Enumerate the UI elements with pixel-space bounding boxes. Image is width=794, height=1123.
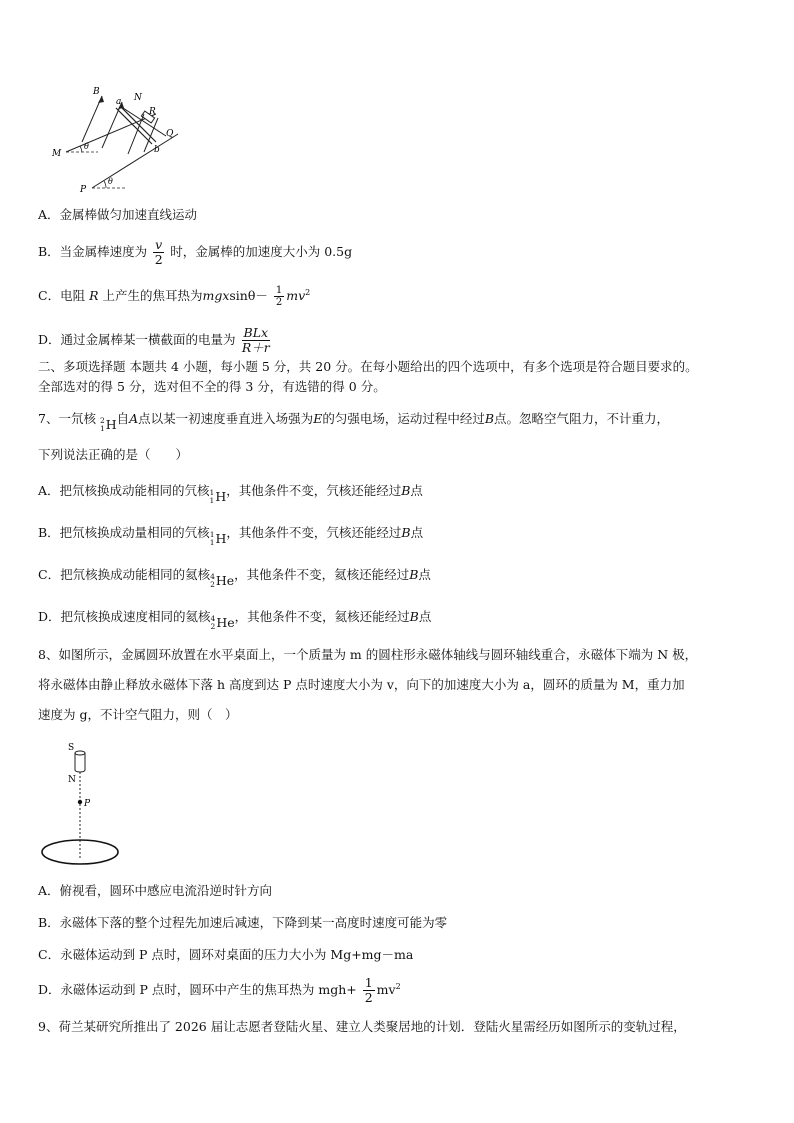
q8-d-den: 2 [364, 990, 373, 1005]
q6-b-fraction [153, 238, 164, 267]
q6-c-fraction [274, 285, 284, 308]
q8-stem-line3: 速度为 g，不计空气阻力，则（ ） [38, 707, 238, 722]
q6-option-a: A．金属棒做匀加速直线运动 [38, 207, 198, 222]
q6-c-expr: mgx [202, 288, 230, 304]
q7-deuteron-mass: 2 [99, 416, 105, 425]
q7-c-charge: 2 [210, 579, 215, 589]
q7-d-pre: D．把氘核换成速度相同的氦核 [38, 609, 211, 624]
q7-l1-pre: 7、一氘核 [38, 411, 96, 426]
q6-b-pre: B．当金属棒速度为 [38, 244, 148, 259]
q7-c-point-b: B [409, 567, 419, 582]
q7-a-symbol: H [215, 488, 227, 504]
q6-b-post: 时，金属棒的加速度大小为 0.5g [170, 244, 353, 259]
q8-stem-line2: 将永磁体由静止释放永磁体下落 h 高度到达 P 点时速度大小为 v，向下的加速度大小为 a，圆环的质量为 M，重力加 [38, 677, 685, 692]
q7-d-point-b: B [409, 609, 419, 624]
q7-a-nucleus [210, 488, 227, 506]
q7-c-symbol: He [215, 572, 235, 588]
q7-deuteron [100, 416, 117, 434]
q7-option-b [38, 524, 423, 548]
q6-b-den: 2 [154, 252, 163, 267]
q7-a-pre: A．把氘核换成动能相同的氕核 [38, 483, 210, 498]
q7-d-mass: 4 [210, 614, 216, 623]
fig1-theta-1: θ [84, 142, 89, 151]
q9-stem-line1: 9、荷兰某研究所推出了 2026 届让志愿者登陆火星、建立人类聚居地的计划．登陆火星需经历如图所示的变轨过程， [38, 1019, 686, 1034]
q8-d-mv: mv [376, 982, 396, 997]
section2-line1: 二、多项选择题 本题共 4 小题，每小题 5 分，共 20 分。在每小题给出的四个选项中，有多个选项是符合题目要求的。 [38, 359, 698, 374]
q7-d-nucleus [211, 614, 235, 632]
q7-l1-b: 点以某一初速度垂直进入场强为 [138, 411, 314, 426]
q6-d-den: R＋r [241, 340, 270, 355]
fig1-label-P: P [80, 185, 87, 195]
fig2-label-s: S [68, 743, 75, 753]
q7-b-end: 点 [410, 525, 424, 540]
q8-d-num: 1 [364, 975, 373, 990]
q7-option-d [38, 608, 431, 632]
q7-b-symbol: H [215, 530, 227, 546]
q7-c-end: 点 [418, 567, 431, 582]
q7-a-mass: 1 [209, 488, 215, 497]
q7-c-mass: 4 [210, 572, 215, 581]
q7-d-charge: 2 [210, 621, 216, 631]
fig2-label-n: N [68, 775, 76, 785]
fig1-label-R: R [149, 107, 156, 117]
fig1-label-Q: Q [166, 129, 174, 139]
fig1-label-N: N [134, 93, 142, 103]
q6-c-mid: 上产生的焦耳热为 [102, 288, 203, 304]
q7-d-symbol: He [216, 614, 235, 630]
q7-option-a [38, 482, 423, 506]
q7-c-post: ，其他条件不变，氦核还能经过 [234, 567, 410, 582]
q6-option-c [38, 284, 310, 308]
q7-deuteron-symbol: H [105, 416, 117, 432]
q7-d-end: 点 [418, 609, 432, 624]
q6-c-sq: 2 [305, 288, 311, 297]
q7-c-pre: C．把氘核换成动能相同的氦核 [38, 567, 211, 582]
section2-line2: 全部选对的得 5 分，选对但不全的得 3 分，有选错的得 0 分。 [38, 379, 386, 394]
magnet-ring-figure [38, 738, 128, 868]
q7-a-post: ，其他条件不变，氕核还能经过 [226, 483, 402, 498]
q7-l1-point-b: B [484, 411, 495, 426]
q6-c-den: 2 [275, 297, 283, 309]
fig2-label-p: P [84, 799, 91, 809]
q6-c-mv: mv [286, 288, 306, 304]
q8-stem-line1: 8、如图所示，金属圆环放置在水平桌面上，一个质量为 m 的圆柱形永磁体轴线与圆环轴线重合，永磁体下端为 N 极， [38, 647, 698, 662]
q8-option-d [38, 976, 401, 1005]
q7-a-charge: 1 [209, 495, 215, 505]
q8-option-c: C．永磁体运动到 P 点时，圆环对桌面的压力大小为 Mg+mg－ma [38, 947, 414, 962]
q7-b-charge: 1 [209, 537, 215, 547]
q7-b-nucleus [210, 530, 227, 548]
q7-a-point-b: B [401, 483, 411, 498]
fig1-label-a: a [116, 97, 122, 107]
q7-deuteron-charge: 1 [99, 423, 105, 433]
q6-option-d [38, 326, 272, 355]
q6-option-b [38, 238, 352, 267]
q7-c-nucleus [210, 572, 234, 590]
q7-b-mass: 1 [209, 530, 215, 539]
q7-l1-point-a: A [129, 411, 139, 426]
q7-b-point-b: B [401, 525, 411, 540]
incline-rail-figure [44, 84, 194, 196]
q7-a-end: 点 [410, 483, 423, 498]
q8-option-a: A．俯视看，圆环中感应电流沿逆时针方向 [38, 883, 273, 898]
q6-b-num: v [155, 237, 163, 252]
q6-d-num: BLx [243, 325, 269, 340]
fig1-label-b: b [154, 145, 160, 155]
q6-d-fraction [242, 326, 271, 355]
q8-option-b: B．永磁体下落的整个过程先加速后减速，下降到某一高度时速度可能为零 [38, 915, 448, 930]
q7-option-c [38, 566, 431, 590]
q7-stem-line2: 下列说法正确的是（ ） [38, 447, 189, 462]
q6-c-r: R [89, 288, 99, 304]
q8-d-sq: 2 [395, 981, 401, 991]
q6-c-pre: C．电阻 [38, 288, 86, 304]
q7-d-post: ，其他条件不变，氦核还能经过 [234, 609, 410, 624]
q8-d-pre: D．永磁体运动到 P 点时，圆环中产生的焦耳热为 mgh+ [38, 982, 357, 997]
q7-l1-e: E [313, 411, 323, 426]
fig1-label-B: B [93, 87, 100, 97]
q7-b-post: ，其他条件不变，氕核还能经过 [226, 525, 402, 540]
q7-l1-d: 点。忽略空气阻力，不计重力， [494, 411, 670, 426]
q6-d-pre: D．通过金属棒某一横截面的电量为 [38, 332, 236, 347]
q6-c-num: 1 [275, 285, 283, 297]
q7-stem-line1 [38, 410, 669, 434]
q7-b-pre: B．把氘核换成动量相同的氕核 [38, 525, 210, 540]
q7-l1-a: 自 [116, 411, 130, 426]
fig1-label-M: M [52, 149, 62, 159]
q7-l1-c: 的匀强电场，运动过程中经过 [322, 411, 485, 426]
fig1-theta-2: θ [108, 177, 113, 186]
q6-c-sin: sinθ－ [229, 288, 268, 304]
q8-d-fraction [363, 976, 375, 1005]
